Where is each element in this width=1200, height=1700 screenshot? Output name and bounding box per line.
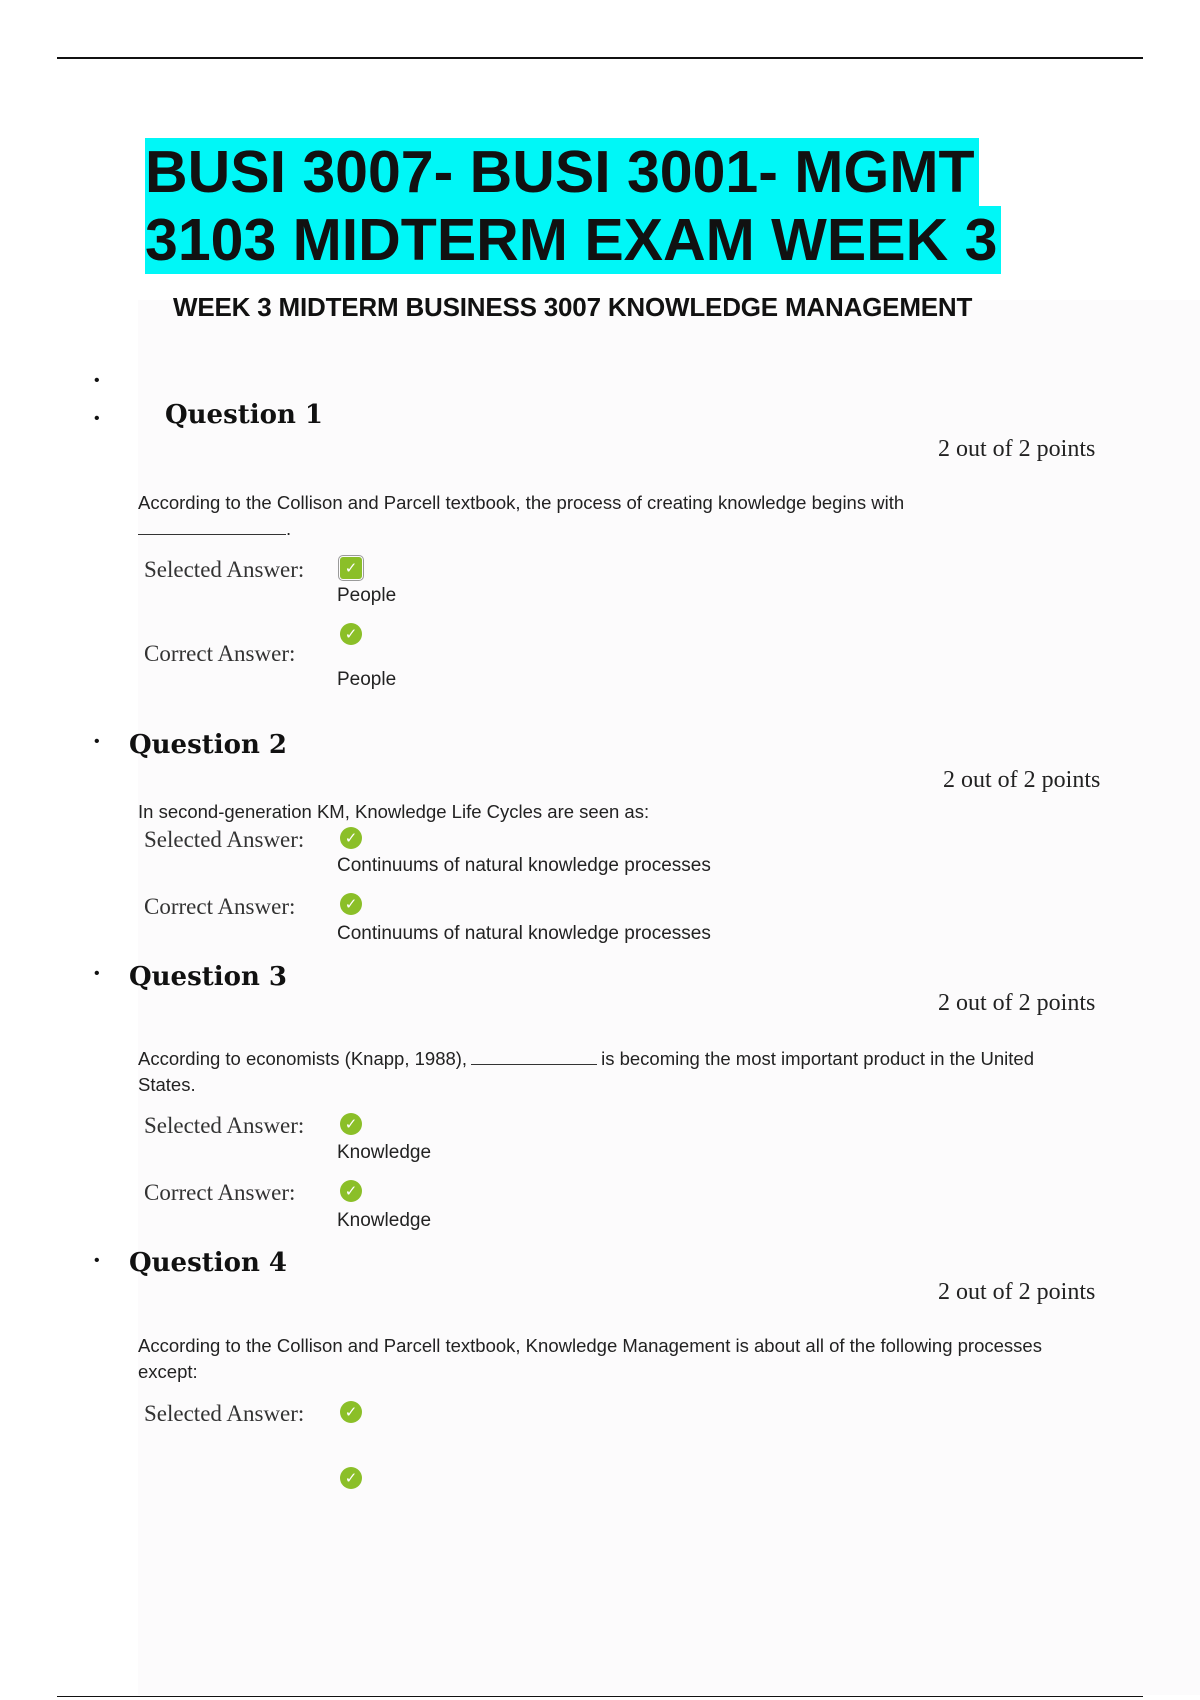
question-3-bullet: • — [94, 965, 100, 982]
question-3-text — [138, 1046, 1058, 1098]
question-1-text — [138, 490, 1058, 542]
question-2-title: Question 2 — [129, 730, 288, 760]
question-4-title: Question 4 — [129, 1248, 288, 1278]
doc-subtitle: WEEK 3 MIDTERM BUSINESS 3007 KNOWLEDGE MANAGEMENT — [173, 292, 973, 322]
empty-bullet: • — [94, 372, 100, 389]
question-3-text-after: is becoming the most important product in the United States. — [138, 1048, 1034, 1095]
question-2-correct-answer: Continuums of natural knowledge processes — [337, 923, 711, 944]
question-1-points: 2 out of 2 points — [938, 436, 1096, 462]
question-4-text: According to the Collison and Parcell textbook, Knowledge Management is about all of the following processes except: — [138, 1335, 1042, 1382]
answer-blank — [471, 1050, 597, 1065]
question-4-selected-label: Selected Answer: — [144, 1401, 305, 1426]
bottom-rule — [57, 1696, 1143, 1697]
question-1-correct-answer: People — [337, 669, 397, 690]
doc-title-line-2: 3103 MIDTERM EXAM WEEK 3 — [145, 206, 1001, 274]
question-3-points: 2 out of 2 points — [938, 990, 1096, 1016]
check-circle-icon: ✓ — [340, 827, 362, 849]
question-1-selected-answer: People — [337, 585, 397, 606]
doc-title-line-1: BUSI 3007- BUSI 3001- MGMT — [145, 138, 979, 206]
question-1-correct-label: Correct Answer: — [144, 641, 296, 666]
question-1-text-after: . — [286, 518, 292, 539]
question-3-text-before: According to economists (Knapp, 1988), — [138, 1048, 468, 1069]
question-1-title: Question 1 — [165, 400, 324, 430]
question-2-points: 2 out of 2 points — [943, 767, 1101, 793]
question-3-title: Question 3 — [129, 962, 288, 992]
question-2-bullet: • — [94, 733, 100, 750]
question-4-bullet: • — [94, 1252, 100, 1269]
question-1-bullet: • — [94, 410, 100, 427]
check-circle-icon: ✓ — [340, 623, 362, 645]
check-circle-icon: ✓ — [340, 1180, 362, 1202]
question-4-points: 2 out of 2 points — [938, 1279, 1096, 1305]
question-2-correct-label: Correct Answer: — [144, 894, 296, 919]
question-2-selected-label: Selected Answer: — [144, 827, 305, 852]
check-circle-icon: ✓ — [340, 893, 362, 915]
check-circle-icon: ✓ — [340, 1401, 362, 1423]
question-3-selected-answer: Knowledge — [337, 1142, 432, 1163]
check-circle-icon: ✓ — [340, 557, 362, 579]
top-rule — [57, 57, 1143, 59]
question-2-text: In second-generation KM, Knowledge Life Cycles are seen as: — [138, 801, 650, 822]
question-3-correct-answer: Knowledge — [337, 1210, 432, 1231]
question-1-selected-label: Selected Answer: — [144, 557, 305, 582]
answer-blank — [138, 520, 286, 535]
question-1-text-before: According to the Collison and Parcell textbook, the process of creating knowledge begins with — [138, 492, 905, 513]
check-circle-icon: ✓ — [340, 1467, 362, 1489]
question-3-correct-label: Correct Answer: — [144, 1180, 296, 1205]
check-circle-icon: ✓ — [340, 1113, 362, 1135]
question-2-selected-answer: Continuums of natural knowledge processes — [337, 855, 711, 876]
question-3-selected-label: Selected Answer: — [144, 1113, 305, 1138]
